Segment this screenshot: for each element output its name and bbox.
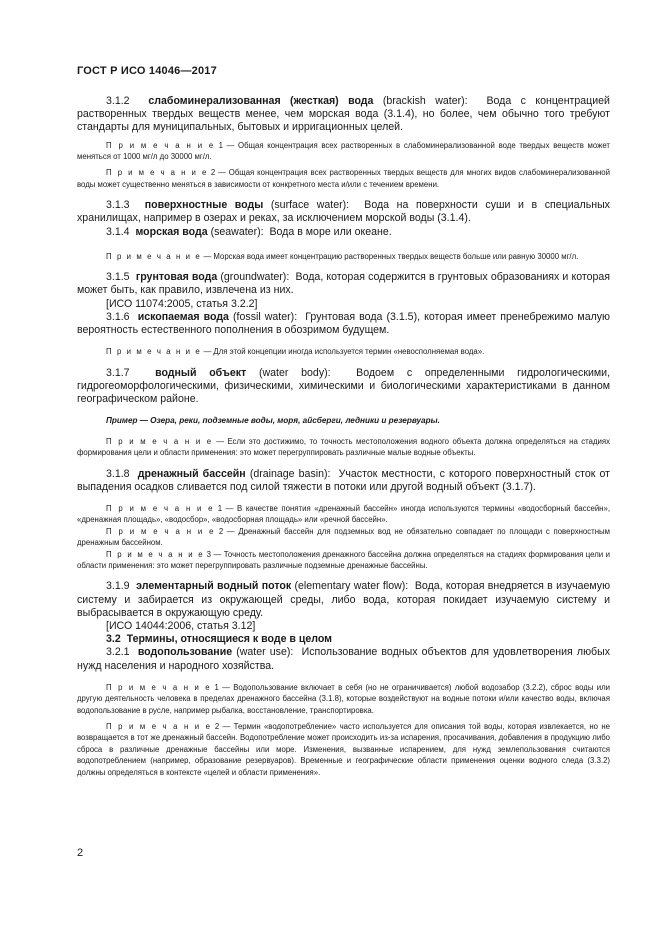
term-english: (water use): <box>236 646 294 659</box>
term-definition: Водоем с определенными гидрологическими, гидрогеоморфологическими, физическими, химическими и биологическими характеристиками в данном географическом районе. <box>77 366 611 406</box>
term-3-1-7 <box>77 367 610 407</box>
example-3-1-7 <box>77 415 610 426</box>
term-source: [ИСО 14044:2006, статья 3.12] <box>106 619 256 632</box>
note-label: П р и м е ч а н и е <box>106 526 216 536</box>
note-text: 1 — Водопользование включает в себя (но не ограничивается) любой водозабор (3.2.2), сброс воды или другую деятельность человека в пределах дренажного бассейна (3.1.8), которые воздействуют на водные потоки и/или качество воды, включая водопользование в русле, например рыбалка, восстановление, транспортировка. <box>77 682 610 715</box>
note-label: П р и м е ч а н и е <box>106 251 202 261</box>
note-label: П р и м е ч а н и е <box>106 549 205 559</box>
term-number: 3.2.1 <box>106 646 130 659</box>
term-definition: Использование водных объектов для удовлетворения любых нужд населения и народного хозяйства. <box>77 646 610 672</box>
term-english: (elementary water flow): <box>294 580 409 593</box>
note-text: — Морская вода имеет концентрацию растворенных твердых веществ больше или равную 30000 мг/л. <box>203 251 579 261</box>
term-english: (groundwater): <box>220 271 290 284</box>
term-name: дренажный бассейн <box>137 467 246 480</box>
note-label: П р и м е ч а н и е <box>106 347 202 357</box>
term-english: (drainage basin): <box>249 467 331 480</box>
note-3-1-8-2 <box>77 526 610 549</box>
note-label: П р и м е ч а н и е <box>106 503 215 513</box>
term-number: 3.1.2 <box>106 95 130 107</box>
note-label: П р и м е ч а н и е <box>106 168 208 178</box>
term-name: ископаемая вода <box>137 310 229 323</box>
note-3-1-7 <box>77 436 610 459</box>
term-english: (brackish water): <box>382 95 468 107</box>
term-name: элементарный водный поток <box>136 580 292 593</box>
term-name: водный объект <box>155 366 247 379</box>
term-english: (fossil water): <box>233 310 298 323</box>
term-number: 3.1.9 <box>106 580 130 593</box>
term-source: [ИСО 11074:2005, статья 3.2.2] <box>106 297 258 310</box>
note-label: П р и м е ч а н и е <box>106 436 213 446</box>
note-label: П р и м е ч а н и е <box>106 682 212 692</box>
note-3-2-1-2 <box>77 721 610 778</box>
term-definition: Вода, которая содержится в грунтовых образованиях и которая может быть, как правило, извлечена из них. <box>77 271 611 297</box>
note-text: 1 — В качестве понятия «дренажный бассейн» иногда используются термины «водосборный бассейн», «дренажная площадь», «водосбор», «водосборная площадь» или «речной бассейн». <box>77 503 610 525</box>
note-3-2-1-1 <box>77 682 610 716</box>
term-number: 3.1.4 <box>106 225 130 238</box>
term-name: грунтовая вода <box>135 271 218 284</box>
note-text: — Для этой концепции иногда используется термин «невосполняемая вода». <box>203 347 485 357</box>
note-text: 2 — Термин «водопотребление» часто используется для описания той воды, которая извлекается, но не возвращается в тот же дренажный бассейн. Водопотребление может происходить из-за испарения, просачивания, добавления в продукцию либо сброса в различные дренажные бассейны или море. Изменения, вызванные испарением, для нужд землепользования считаются водопотреблением (например, образование резервуаров). Временные и географические области применения оценки водного следа (3.3.2) должны определяться в контексте «целей и области применения». <box>77 721 610 777</box>
term-name: слабоминерализованная (жесткая) вода <box>148 95 374 107</box>
note-text: 2 — Дренажный бассейн для подземных вод не обязательно совпадает по площади с поверхностным дренажным бассейном. <box>77 526 610 548</box>
note-label: П р и м е ч а н и е <box>106 140 215 150</box>
term-english: (seawater): <box>210 225 264 238</box>
term-definition: Вода, которая внедряется в изучаемую систему и забирается из окружающей среды, либо вода, которая покидает изучаемую систему и выбрасывается в окружающую среду. <box>77 580 611 619</box>
term-3-2-1 <box>77 646 610 672</box>
note-3-1-2-1 <box>77 140 610 163</box>
example-label: Пример — <box>106 416 148 426</box>
note-3-1-4 <box>77 251 610 262</box>
document-body <box>77 95 610 778</box>
note-text: 3 — Точность местоположения дренажного бассейна должна определяться на стадиях формирования цели и области применения: это может перегруппировать различные подземные дренажные бассейны. <box>77 549 610 570</box>
term-name: поверхностные воды <box>144 199 264 212</box>
example-text: Озера, реки, подземные воды, моря, айсберги, ледники и резервуары. <box>150 416 440 426</box>
note-3-1-2-2 <box>77 167 610 190</box>
term-3-1-3 <box>77 199 610 225</box>
page-number: 2 <box>77 847 84 859</box>
term-definition: Вода с концентрацией растворенных твердых веществ менее, чем морская вода (3.1.4), но более, чем обычно того требуют стандарты для муниципальных, бытовых и ирригационных целей. <box>77 95 610 134</box>
term-number: 3.1.5 <box>106 271 130 284</box>
section-title: Термины, относящиеся к воде в целом <box>126 633 333 646</box>
term-english: (water body): <box>258 366 331 379</box>
term-name: морская вода <box>135 225 208 238</box>
page-header: ГОСТ Р ИСО 14046—2017 <box>77 65 217 77</box>
term-definition: Участок местности, с которого поверхностный сток от выпадения осадков сливается под силой тяжести в потоки или другой водный объект (3.1.7). <box>77 467 611 493</box>
section-3-2-heading <box>77 633 610 646</box>
term-3-1-4 <box>77 226 610 239</box>
term-3-1-8 <box>77 468 610 494</box>
note-3-1-6 <box>77 346 610 357</box>
term-name: водопользование <box>137 646 233 659</box>
term-3-1-6 <box>77 311 610 337</box>
term-definition: Вода в море или океане. <box>269 225 392 238</box>
note-3-1-8-1 <box>77 503 610 526</box>
note-text: 2 — Общая концентрация всех растворенных твердых веществ для многих видов слабоминерализованной воды может существенно меняться в зависимости от конкретного места и/или с течением времени. <box>77 168 610 189</box>
term-number: 3.1.8 <box>106 467 130 480</box>
term-number: 3.1.7 <box>106 366 130 379</box>
term-3-1-9 <box>77 580 610 620</box>
term-english: (surface water): <box>270 199 350 212</box>
term-definition: Грунтовая вода (3.1.5), которая имеет пренебрежимо малую вероятность естественного пополнения в обозримом будущем. <box>77 310 611 337</box>
term-3-1-5 <box>77 271 610 297</box>
term-definition: Вода на поверхности суши и в специальных хранилищах, например в озерах и реках, за исключением морской воды (3.1.4). <box>77 199 610 225</box>
note-label: П р и м е ч а н и е <box>106 721 212 731</box>
section-number: 3.2 <box>106 633 121 646</box>
term-number: 3.1.3 <box>106 199 130 212</box>
note-text: — Если это достижимо, то точность местоположения водного объекта должна определяться на стадиях формирования цели и области применения: это может перегруппировать различные малые водные объекты. <box>77 436 610 458</box>
term-number: 3.1.6 <box>106 310 130 323</box>
note-3-1-8-3 <box>77 549 610 572</box>
note-text: 1 — Общая концентрация всех растворенных в слабоминерализованной воде твердых веществ может меняться от 1000 мг/л до 30000 мг/л. <box>77 140 611 162</box>
term-3-1-2 <box>77 95 610 135</box>
